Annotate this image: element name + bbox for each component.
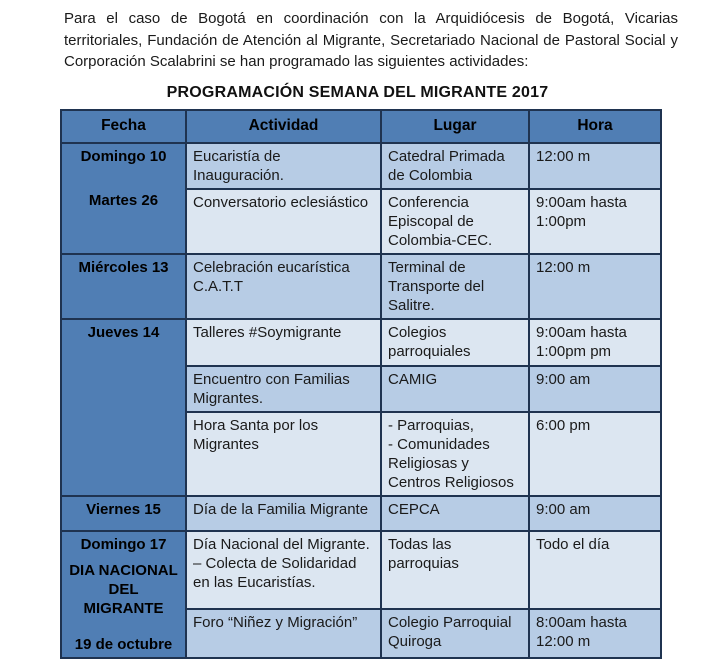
table-row — [61, 319, 661, 366]
hora-cell: 9:00am hasta 1:00pm pm — [529, 319, 661, 366]
header-fecha: Fecha — [61, 110, 186, 143]
actividad-cell: Foro “Niñez y Migración” — [186, 609, 381, 658]
table-row — [61, 254, 661, 319]
header-hora: Hora — [529, 110, 661, 143]
hora-cell: 12:00 m — [529, 254, 661, 319]
table-title: PROGRAMACIÓN SEMANA DEL MIGRANTE 2017 — [166, 83, 549, 101]
actividad-cell: Eucaristía de Inauguración. — [186, 143, 381, 189]
fecha-note: DIA NACIONAL DEL MIGRANTE — [69, 561, 178, 617]
schedule-table — [60, 109, 662, 659]
actividad-cell: Celebración eucarística C.A.T.T — [186, 254, 381, 319]
hora-cell: 12:00 m — [529, 143, 661, 189]
table-row — [61, 496, 661, 531]
lugar-line: - Parroquias, — [388, 416, 474, 434]
lugar-cell: Colegio Parroquial Quiroga — [381, 609, 529, 658]
fecha-cell-miercoles13: Miércoles 13 — [61, 254, 186, 319]
actividad-cell: Día Nacional del Migrante. – Colecta de Solidaridad en las Eucaristías. — [186, 531, 381, 609]
hora-cell: 6:00 pm — [529, 412, 661, 496]
lugar-cell — [381, 412, 529, 496]
header-row — [61, 110, 661, 143]
hora-cell: 9:00 am — [529, 496, 661, 531]
fecha-line: 19 de octubre — [74, 635, 173, 653]
hora-cell: 8:00am hasta 12:00 m — [529, 609, 661, 658]
lugar-cell: Conferencia Episcopal de Colombia-CEC. — [381, 189, 529, 254]
intro-paragraph: Para el caso de Bogotá en coordinación con la Arquidiócesis de Bogotá, Vicarias territoriales, Fundación de Atención al Migrante, Secretariado Nacional de Pastoral Social y Corporación Scalabrini se han programado las siguientes actividades: — [64, 10, 678, 70]
lugar-line: - Comunidades Religiosas y Centros Religiosos — [388, 435, 514, 491]
lugar-cell: CAMIG — [381, 366, 529, 412]
actividad-cell: Talleres #Soymigrante — [186, 319, 381, 366]
header-lugar: Lugar — [381, 110, 529, 143]
fecha-cell-domingo10-martes26 — [61, 143, 186, 254]
fecha-line: Domingo 17 — [80, 535, 167, 553]
fecha-line: Martes 26 — [88, 191, 159, 209]
lugar-cell: Todas las parroquias — [381, 531, 529, 609]
fecha-line: Domingo 10 — [80, 147, 167, 165]
hora-cell: Todo el día — [529, 531, 661, 609]
fecha-cell-viernes15: Viernes 15 — [61, 496, 186, 531]
fecha-cell-jueves14: Jueves 14 — [61, 319, 186, 496]
fecha-cell-domingo17-octubre19 — [61, 531, 186, 658]
hora-cell: 9:00am hasta 1:00pm — [529, 189, 661, 254]
lugar-cell: Terminal de Transporte del Salitre. — [381, 254, 529, 319]
lugar-cell: Colegios parroquiales — [381, 319, 529, 366]
lugar-cell: Catedral Primada de Colombia — [381, 143, 529, 189]
table-row — [61, 531, 661, 609]
table-row — [61, 143, 661, 189]
actividad-cell: Encuentro con Familias Migrantes. — [186, 366, 381, 412]
actividad-cell: Hora Santa por los Migrantes — [186, 412, 381, 496]
actividad-cell: Conversatorio eclesiástico — [186, 189, 381, 254]
document-page — [0, 8, 715, 653]
hora-cell: 9:00 am — [529, 366, 661, 412]
header-actividad: Actividad — [186, 110, 381, 143]
lugar-cell: CEPCA — [381, 496, 529, 531]
actividad-cell: Día de la Familia Migrante — [186, 496, 381, 531]
